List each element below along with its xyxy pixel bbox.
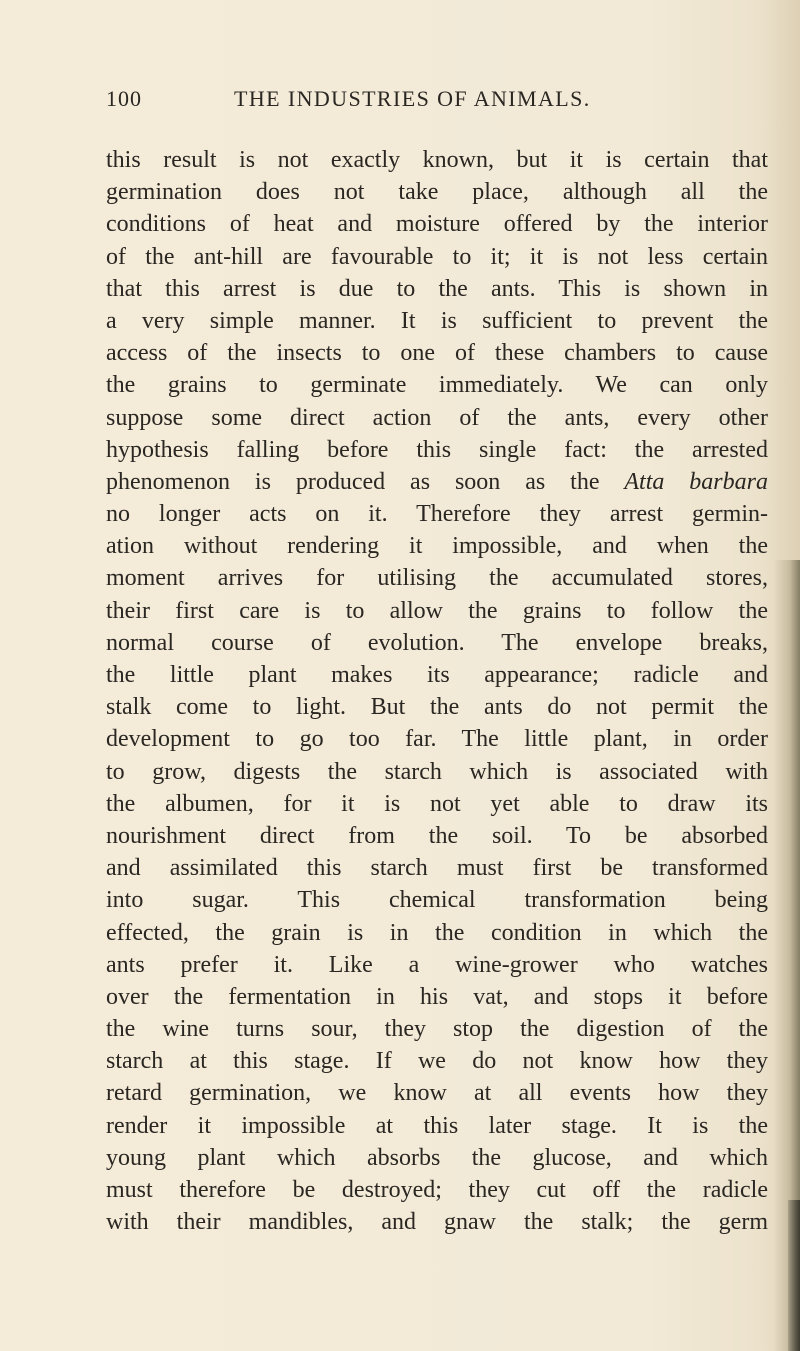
text-line: over the fermentation in his vat, and stops it before bbox=[106, 983, 768, 1010]
running-head: THE INDUSTRIES OF ANIMALS. bbox=[234, 86, 591, 111]
text-line: no longer acts on it. Therefore they arrest germin- bbox=[106, 501, 768, 528]
text-line: this result is not exactly known, but it is certain that bbox=[106, 147, 768, 173]
text-line: a very simple manner. It is sufficient to prevent the bbox=[106, 307, 768, 334]
page-header bbox=[106, 86, 628, 116]
text-line: stalk come to light. But the ants do not permit the bbox=[106, 694, 768, 721]
text-line: their first care is to allow the grains to follow the bbox=[106, 597, 768, 624]
text-line: suppose some direct action of the ants, every other bbox=[106, 404, 768, 431]
text-line: conditions of heat and moisture offered by the interior bbox=[106, 211, 768, 238]
text-line: hypothesis falling before this single fact: the arrested bbox=[106, 436, 768, 463]
text-line: the wine turns sour, they stop the digestion of the bbox=[106, 1016, 768, 1043]
text-line: retard germination, we know at all events how they bbox=[106, 1080, 768, 1107]
text-line: of the ant-hill are favourable to it; it is not less certain bbox=[106, 243, 768, 270]
text-line: the albumen, for it is not yet able to draw its bbox=[106, 790, 768, 817]
text-line: development to go too far. The little plant, in order bbox=[106, 726, 768, 753]
text-line: to grow, digests the starch which is associated with bbox=[106, 758, 768, 785]
text-line: and assimilated this starch must first be transformed bbox=[106, 855, 768, 882]
text-line: the little plant makes its appearance; radicle and bbox=[106, 662, 768, 688]
text-segment: phenomenon is produced as soon as the bbox=[106, 468, 625, 495]
text-line: must therefore be destroyed; they cut off the radicle bbox=[106, 1177, 768, 1203]
text-line: starch at this stage. If we do not know how they bbox=[106, 1048, 768, 1075]
text-line: with their mandibles, and gnaw the stalk; the germ bbox=[106, 1209, 768, 1236]
text-line: nourishment direct from the soil. To be absorbed bbox=[106, 822, 768, 849]
text-line: effected, the grain is in the condition in which the bbox=[106, 919, 768, 946]
text-line-with-italic bbox=[106, 466, 768, 498]
text-line: young plant which absorbs the glucose, and which bbox=[106, 1144, 768, 1171]
body-text bbox=[106, 144, 768, 1238]
text-line: the grains to germinate immediately. We can only bbox=[106, 372, 768, 399]
text-line: into sugar. This chemical transformation being bbox=[106, 887, 768, 914]
species-name-italic: Atta barbara bbox=[624, 468, 768, 495]
text-line: render it impossible at this later stage. It is the bbox=[106, 1112, 768, 1139]
text-line: access of the insects to one of these chambers to cause bbox=[106, 340, 768, 367]
page-edge-dark bbox=[788, 1200, 800, 1351]
text-line: ants prefer it. Like a wine-grower who watches bbox=[106, 951, 768, 978]
text-line: ation without rendering it impossible, and when the bbox=[106, 533, 768, 560]
text-line: normal course of evolution. The envelope breaks, bbox=[106, 629, 768, 656]
page-number: 100 bbox=[106, 86, 142, 111]
text-line: that this arrest is due to the ants. This is shown in bbox=[106, 275, 768, 302]
text-line: moment arrives for utilising the accumulated stores, bbox=[106, 565, 768, 592]
text-line: germination does not take place, although all the bbox=[106, 179, 768, 206]
